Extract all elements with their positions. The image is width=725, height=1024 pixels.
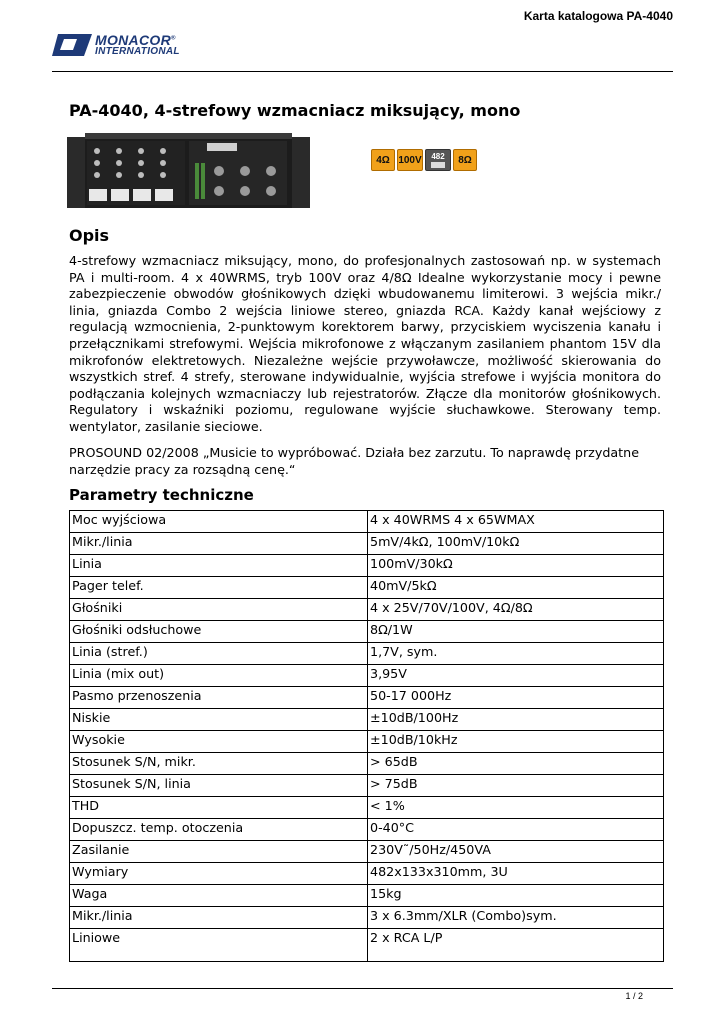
logo-sub: INTERNATIONAL (95, 46, 180, 57)
param-value: 230V˜/50Hz/450VA (368, 841, 664, 863)
param-name: Waga (70, 885, 368, 907)
param-value: 2 x RCA L/P (368, 929, 664, 962)
table-row (70, 643, 664, 665)
table-row (70, 929, 664, 962)
param-value: ±10dB/10kHz (368, 731, 664, 753)
param-value: < 1% (368, 797, 664, 819)
impedance-8ohm-badge: 8Ω (453, 149, 477, 171)
params-heading: Parametry techniczne (69, 486, 254, 504)
param-name: Zasilanie (70, 841, 368, 863)
param-value: 482x133x310mm, 3U (368, 863, 664, 885)
param-name: Głośniki (70, 599, 368, 621)
param-value: 1,7V, sym. (368, 643, 664, 665)
param-name: Mikr./linia (70, 533, 368, 555)
param-value: 4 x 25V/70V/100V, 4Ω/8Ω (368, 599, 664, 621)
table-row (70, 621, 664, 643)
params-table (69, 510, 664, 962)
param-name: Głośniki odsłuchowe (70, 621, 368, 643)
param-name: Niskie (70, 709, 368, 731)
page-number: 1 / 2 (625, 991, 643, 1001)
table-row (70, 555, 664, 577)
param-value: 4 x 40WRMS 4 x 65WMAX (368, 511, 664, 533)
param-name: Wysokie (70, 731, 368, 753)
table-row (70, 775, 664, 797)
param-name: Stosunek S/N, linia (70, 775, 368, 797)
param-value: 8Ω/1W (368, 621, 664, 643)
review-quote: PROSOUND 02/2008 „Musicie to wypróbować. Działa bez zarzutu. To naprawdę przydatne narzędzie pracy za rozsądną cenę.“ (69, 445, 639, 477)
logo-brand: MONACOR® (95, 32, 176, 48)
table-row (70, 687, 664, 709)
param-name: Stosunek S/N, mikr. (70, 753, 368, 775)
table-row (70, 753, 664, 775)
param-name: THD (70, 797, 368, 819)
table-row (70, 731, 664, 753)
impedance-4ohm-badge: 4Ω (371, 149, 395, 171)
table-row (70, 819, 664, 841)
table-row (70, 841, 664, 863)
param-name: Moc wyjściowa (70, 511, 368, 533)
param-name: Wymiary (70, 863, 368, 885)
param-value: 5mV/4kΩ, 100mV/10kΩ (368, 533, 664, 555)
param-value: 15kg (368, 885, 664, 907)
table-row (70, 797, 664, 819)
description-text: 4-strefowy wzmacniacz miksujący, mono, do profesjonalnych zastosowań np. w systemach PA i multi-room. 4 x 40WRMS, tryb 100V oraz 4/8Ω Idealne wykorzystanie mocy i pewne zabezpieczenie obwodów głośnikowych dzięki wbudowanemu limiterowi. 3 wejścia mikr./ linia, gniazda Combo 2 wejścia liniowe stereo, gniazda RCA. Każdy kanał wejściowy z regulacją wzmocnienia, 2-punktowym korektorem barwy, przyciskiem wyciszenia kanału i przełącznikami strefowymi. Wejścia mikrofonowe z włączanym zasilaniem phantom 15V dla mikrofonów elektretowych. Niezależne wejście przywoławcze, możliwość skierowania do wszystkich stref. 4 strefy, sterowane indywidualnie, wyjścia strefowe i wyjścia monitora do podłączania kolejnych wzmacniaczy lub rejestratorów. Złącze dla monitorów głośnikowych. Regulatory i wskaźniki poziomu, regulowane wyjście słuchawkowe. Sterowany temp. wentylator, zasilanie sieciowe. (69, 253, 661, 434)
param-name: Dopuszcz. temp. otoczenia (70, 819, 368, 841)
param-value: > 75dB (368, 775, 664, 797)
table-row (70, 533, 664, 555)
footer-divider (52, 988, 673, 989)
param-value: 3,95V (368, 665, 664, 687)
table-row (70, 511, 664, 533)
param-value: ±10dB/100Hz (368, 709, 664, 731)
table-row (70, 709, 664, 731)
param-value: 100mV/30kΩ (368, 555, 664, 577)
catalog-card-label: Karta katalogowa PA-4040 (523, 9, 673, 23)
param-name: Linia (stref.) (70, 643, 368, 665)
rack-482-badge: 482 (425, 149, 451, 171)
param-value: 0-40°C (368, 819, 664, 841)
feature-badges (371, 149, 477, 171)
param-name: Mikr./linia (70, 907, 368, 929)
param-name: Linia (mix out) (70, 665, 368, 687)
table-row (70, 577, 664, 599)
param-name: Linia (70, 555, 368, 577)
param-value: 3 x 6.3mm/XLR (Combo)sym. (368, 907, 664, 929)
page-title: PA-4040, 4-strefowy wzmacniacz miksujący, mono (69, 101, 521, 120)
param-value: 40mV/5kΩ (368, 577, 664, 599)
param-name: Pasmo przenoszenia (70, 687, 368, 709)
table-row (70, 599, 664, 621)
param-value: 50-17 000Hz (368, 687, 664, 709)
monacor-logo-icon (52, 34, 92, 56)
param-name: Pager telef. (70, 577, 368, 599)
param-value: > 65dB (368, 753, 664, 775)
table-row (70, 907, 664, 929)
param-name: Liniowe (70, 929, 368, 962)
table-row (70, 863, 664, 885)
monacor-logo (52, 30, 212, 60)
table-row (70, 885, 664, 907)
amplifier-product-image (67, 133, 310, 208)
table-row (70, 665, 664, 687)
100v-badge: 100V (397, 149, 423, 171)
header-divider (52, 71, 673, 72)
description-heading: Opis (69, 226, 110, 245)
